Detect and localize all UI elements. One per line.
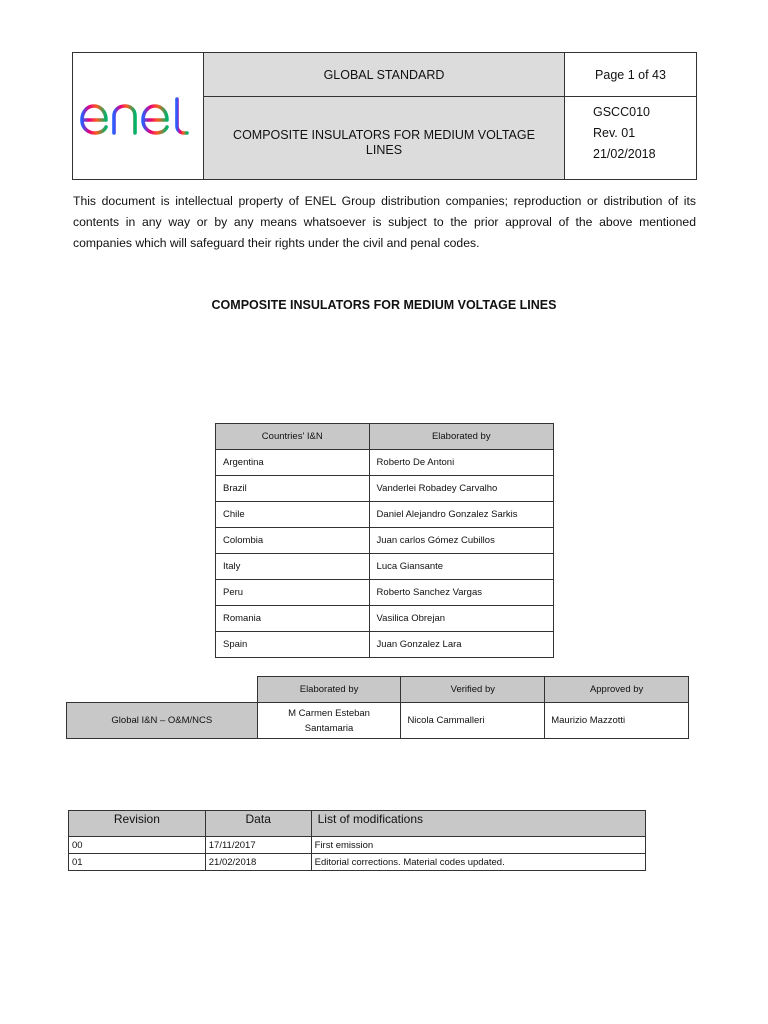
country-cell: Romania	[216, 606, 370, 632]
column-header: Data	[205, 811, 311, 837]
verified-by-cell: Nicola Cammalleri	[401, 703, 545, 739]
elaborator-cell: Vanderlei Robadey Carvalho	[369, 476, 553, 502]
document-header	[72, 52, 697, 180]
page-number: Page 1 of 43	[565, 53, 696, 97]
document-revision: Rev. 01	[593, 126, 636, 140]
document-title: COMPOSITE INSULATORS FOR MEDIUM VOLTAGE LINES	[211, 298, 557, 312]
table-row	[216, 606, 554, 632]
country-cell: Chile	[216, 502, 370, 528]
table-row	[216, 580, 554, 606]
document-code: GSCC010	[593, 105, 650, 119]
revision-cell: 01	[69, 854, 206, 871]
document-code-block	[565, 97, 696, 179]
column-header: Verified by	[401, 677, 545, 703]
table-header-row	[69, 811, 646, 837]
modification-cell: First emission	[311, 837, 645, 854]
blank-header-cell	[67, 677, 258, 703]
enel-logo	[77, 96, 199, 136]
table-row	[216, 476, 554, 502]
organization-cell: Global I&N – O&M/NCS	[67, 703, 258, 739]
approved-by-cell: Maurizio Mazzotti	[545, 703, 689, 739]
column-header: Approved by	[545, 677, 689, 703]
countries-table	[215, 423, 554, 658]
column-header: Countries' I&N	[216, 424, 370, 450]
elaborator-cell: Daniel Alejandro Gonzalez Sarkis	[369, 502, 553, 528]
revision-cell: 00	[69, 837, 206, 854]
global-standard-label: GLOBAL STANDARD	[204, 53, 565, 97]
country-cell: Spain	[216, 632, 370, 658]
country-cell: Peru	[216, 580, 370, 606]
date-cell: 17/11/2017	[205, 837, 311, 854]
column-header: Elaborated by	[257, 677, 401, 703]
elaborator-cell: Juan Gonzalez Lara	[369, 632, 553, 658]
logo-cell	[73, 53, 204, 179]
elaborator-cell: Luca Giansante	[369, 554, 553, 580]
intellectual-property-notice: This document is intellectual property of ENEL Group distribution companies; reproduction or distribution of its contents in any way or by any means whatsoever is subject to the prior approval of the above mentioned companies which will safeguard their rights under the civil and penal codes.	[73, 194, 696, 250]
elaborated-by-cell	[257, 703, 401, 739]
column-header: Revision	[69, 811, 206, 837]
header-title: COMPOSITE INSULATORS FOR MEDIUM VOLTAGE LINES	[204, 97, 565, 179]
elaborator-cell: Juan carlos Gómez Cubillos	[369, 528, 553, 554]
table-row	[67, 703, 689, 739]
table-row	[69, 837, 646, 854]
table-row	[69, 854, 646, 871]
country-cell: Brazil	[216, 476, 370, 502]
elaborator-cell: Roberto Sanchez Vargas	[369, 580, 553, 606]
table-row	[216, 528, 554, 554]
modification-cell: Editorial corrections. Material codes updated.	[311, 854, 645, 871]
column-header: List of modifications	[311, 811, 645, 837]
elaborated-name-line1: M Carmen Esteban	[288, 707, 370, 719]
table-row	[216, 502, 554, 528]
table-header-row	[216, 424, 554, 450]
table-row	[216, 632, 554, 658]
elaborated-name-line2: Santamaria	[304, 722, 354, 734]
column-header: Elaborated by	[369, 424, 553, 450]
date-cell: 21/02/2018	[205, 854, 311, 871]
table-row	[216, 450, 554, 476]
approval-table	[66, 676, 689, 739]
table-header-row	[67, 677, 689, 703]
country-cell: Argentina	[216, 450, 370, 476]
country-cell: Colombia	[216, 528, 370, 554]
document-date: 21/02/2018	[593, 147, 656, 161]
country-cell: Italy	[216, 554, 370, 580]
table-row	[216, 554, 554, 580]
elaborator-cell: Vasilica Obrejan	[369, 606, 553, 632]
elaborator-cell: Roberto De Antoni	[369, 450, 553, 476]
revision-table	[68, 810, 646, 871]
